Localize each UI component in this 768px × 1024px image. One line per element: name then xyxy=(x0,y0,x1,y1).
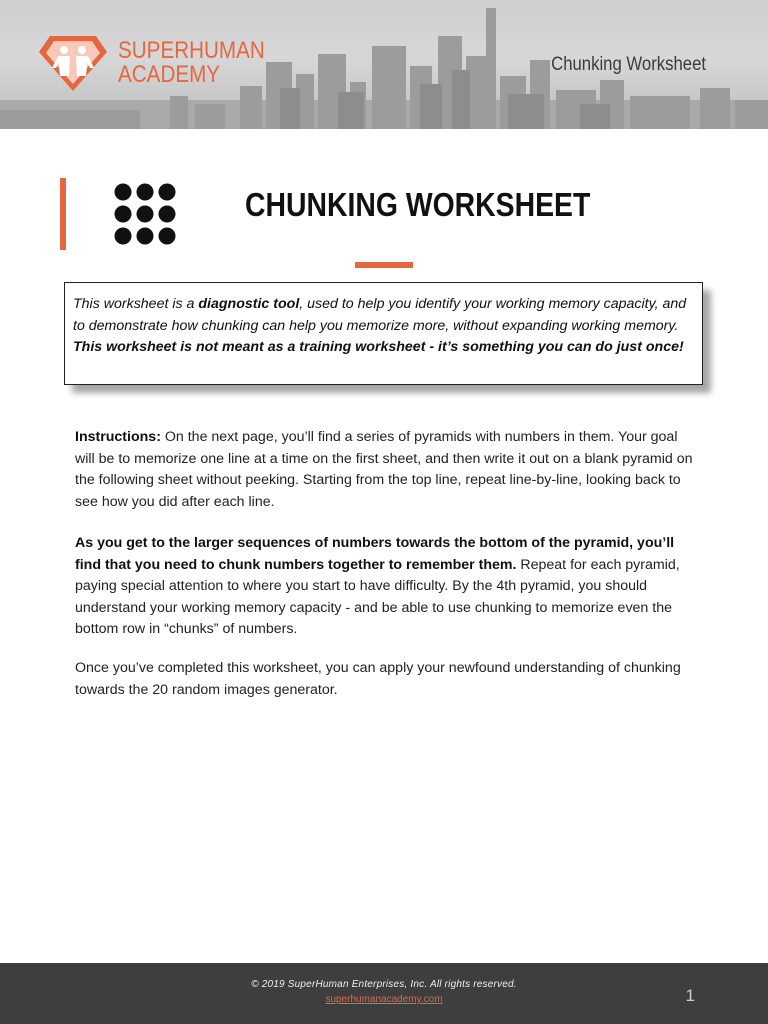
header-document-label: Chunking Worksheet xyxy=(551,54,706,75)
page-title: CHUNKING WORKSHEET xyxy=(245,186,591,223)
intro-text-2: , used to help you identify your working memory capacity, and to demonstrate how chunking can help you memorize more, without expanding working memory. xyxy=(73,296,687,334)
copyright-notice: © 2019 SuperHuman Enterprises, Inc. All rights reserved. xyxy=(251,979,517,990)
brand-name xyxy=(118,39,265,87)
title-accent-bar xyxy=(60,178,66,250)
brand-line-1: SUPERHUMAN xyxy=(118,37,265,64)
chunking-paragraph xyxy=(75,533,695,641)
closing-paragraph: Once you’ve completed this worksheet, you can apply your newfound understanding of chunking towards the 20 random images generator. xyxy=(75,660,681,698)
intro-bold-2: This worksheet is not meant as a training worksheet - it’s something you can do just once! xyxy=(73,339,684,355)
superhero-shield-logo-icon xyxy=(38,34,108,92)
instructions-text: On the next page, you’ll find a series of pyramids with numbers in them. Your goal will be to memorize one line at a time on the first sheet, and then write it out on a blank pyramid on the following sheet without peeking. Starting from the top line, repeat line-by-line, looking back to see how you did after each line. xyxy=(75,429,693,510)
chunking-text: Repeat for each pyramid, paying special attention to where you start to have difficulty. By the 4th pyramid, you should understand your working memory capacity - and be able to use chunking to memorize even the bottom row in “chunks” of numbers. xyxy=(75,556,680,637)
title-underline xyxy=(355,262,413,268)
page-header xyxy=(0,0,768,129)
website-link[interactable]: superhumanacademy.com xyxy=(325,994,443,1005)
brand-logo[interactable] xyxy=(38,34,289,92)
instructions-paragraph xyxy=(75,427,695,513)
brand-line-2: ACADEMY xyxy=(118,61,221,88)
dot-grid-icon xyxy=(114,183,176,245)
intro-bold-1: diagnostic tool xyxy=(198,296,300,312)
page-footer xyxy=(0,963,768,1024)
page-number: 1 xyxy=(685,986,695,1005)
chunking-bold-text: As you get to the larger sequences of numbers towards the bottom of the pyramid, you’ll find that you need to chunk numbers together to remember them. xyxy=(75,535,675,573)
intro-text-1: This worksheet is a xyxy=(73,296,199,312)
intro-callout-box xyxy=(64,282,703,385)
instructions-label: Instructions: xyxy=(75,429,161,445)
